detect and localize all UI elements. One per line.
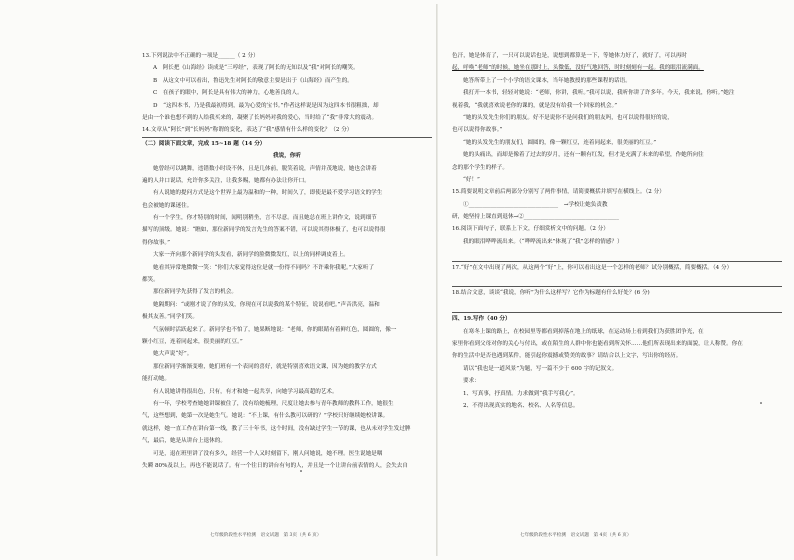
question-16-sentence: 我的眼泪哗哗流出来。（“哗哗流出来”体现了“我”怎样的情感？）	[463, 238, 623, 245]
article-line: 她答所带上了一个小学的语文课本，当年她教授的那些课程的话语。	[463, 77, 631, 84]
article-line: 那位新同学渐渐变啦，她们班有一个表同的喜好，就是特别喜欢语文课，因为她的教学方式	[153, 363, 377, 370]
question-15: 15.简要说明文章前后两部分分别写了两件事情，请简要概括并填写在横线上。（2 分）	[452, 189, 665, 196]
article-line: 有人说她讲得很出色，只有，有才和她一起共享，向她学习最高超的艺术。	[153, 388, 338, 395]
question-13: 13.下列说法中不正确的一项是______（ 2 分）	[142, 53, 259, 59]
option-c: C 在孩子的眼中，阿长是具有伟大的神力，心地善良的人。	[153, 90, 303, 97]
article-title: 我说，你听	[273, 153, 301, 160]
option-a: A 阿长把《山海经》读成是“三哼经”，表现了阿长的无知以及“我”对阿长的嘲笑。	[153, 65, 359, 72]
article-line: 色汗，她是体育了，一只可以说话也是，说想到都算是一下，等她体力好了，就好了，可以再时	[452, 53, 687, 59]
article-line: 有一年，学校考查她她讲课被住了，没有给她梳理，尺度让她去参与青年教师的教科工作，她很生	[153, 400, 394, 407]
left-page-footer: 七年级阶段性水平检测 语文试题 第 3页（共 6 页）	[210, 533, 322, 538]
article-line: 都笑。	[142, 277, 159, 284]
writing-title-instruction: 请以“我也是一道风景”为题，写一篇不少于 600 字的记叙文。	[463, 365, 618, 372]
page-gutter	[436, 4, 438, 556]
article-line: 她隔期问：“或刚才说了你的头发，你现在可以说我的某个特征，说说看吧。”声音洪亮，温和	[153, 301, 380, 308]
article-line: 起，呼唤“老师”的时候，她坐在那时上，头微低，没好气地回答，时时刻刻有一起。我的眼泪流满面。	[452, 65, 704, 72]
article-line: 气，最后，她是从讲台上退休的。	[142, 438, 226, 445]
article-line: 气氛顿时活跃起来了。新同学也不怕了，她果断地说：“老师，你的眼睛有着鲜红色，圆圆的，像一	[153, 326, 397, 333]
question-15-blank-1: ①________________________________ →学校让她负责教	[463, 201, 608, 208]
article-line: “好！”	[463, 176, 480, 183]
article-line: 我打开一本书，轻轻对她说：“老师，你讲，我听。”我可以说，我听你讲了许多年。今天，我来说，你听。”她注	[463, 90, 735, 97]
section-2-heading: （二）阅读下面文章，完成 15~18 题（14 分）	[142, 137, 432, 150]
answer-line	[452, 274, 782, 287]
scan-speck	[760, 402, 762, 404]
article-line: 也可以说得你故事。”	[452, 127, 503, 134]
writing-prompt: 家里你看到父母对你的关心与付出，或在陌生的人群中你也能看到所关怀……他们所表现出来的面貌，让人称赞。你在	[452, 340, 743, 347]
article-line: 视着我，“我就喜欢说老你的课的，就是没有给我一个回家的机会。”	[452, 102, 618, 109]
article-line: 气，这些想到，她第一次是她生气。她说：“不上课，有什么教可以研的？”学校只好继续她校讲课。	[142, 413, 389, 420]
article-line: 得你故事。”	[142, 239, 171, 246]
question-17: 17.“好”在文中出现了两次，从这两个“好”上，你可以看出这是一个怎样的老师？试分别概括，简要概括。（4 分）	[452, 264, 733, 271]
article-line: 有人说她的提问方式是这个世界上最为温和的一种，时间久了，即使是最不爱学习语文的学生	[153, 190, 383, 197]
article-line: 就这样，她一直工作在讲台第一线，教了三十年书，这个时间，没有缺过学生一节的课，也从未对学生发过脾	[142, 425, 411, 432]
option-d: D “这四本书，乃是我最初得到，最为心爱的宝书。”作者这样说是因为这四本书很粗拙，却	[153, 102, 379, 109]
article-line: 遍的人并口说话，允许你多关注，让我多赐，她都有办法让你开口。	[142, 177, 310, 184]
requirements-label: 要求：	[463, 378, 480, 385]
scan-speck	[300, 470, 302, 472]
article-line: 颗小红豆，连着同起来，很美丽的红豆。”	[142, 338, 243, 345]
article-line: 她的头痛出，而却是像着了过去的岁月，还有一颗有红发，但才是充满了未来的希望，作她所向往	[463, 152, 704, 159]
article-line: 那位新同学先获得了发言的机会。	[153, 289, 237, 296]
article-line: 失瞬 80%及以上，再也不能说话了。有一个往日的讲台有句的人，并且是一个让讲台前表情的人，会失去自	[142, 462, 408, 469]
article-line: 可是，退在班里讲了没有多久，经营一个人又时刻留下，刚人问她说，她不理。医生说她是咽	[153, 450, 383, 457]
article-line: 有一个学生，你才特别的时间，闻明别稍坐，言不尽意。而且她总在班上讲作文，说到细节	[153, 215, 377, 222]
article-line: 极其友善。”同学们笑。	[142, 314, 198, 321]
requirement-2: 2、不得出现真实的地名、校名、人名等信息。	[463, 402, 579, 409]
writing-prompt: 你的生活中是否也遇到某件，能引起你震撼或赞美的故事？请结合以上文字，写出你的经历。	[452, 353, 682, 360]
article-line: 描写的顶级。她说：“瞧如，那位新同学的发言先生的答案不错，可以说其得体极了，也可以说得很	[142, 227, 386, 234]
answer-line	[452, 300, 782, 313]
question-18: 18.结合文意，谈谈“我说，你听”为什么这样写？它作为标题有什么好处？(6 分)	[452, 290, 650, 297]
article-line: 她曾经可以跳舞，违错数小时设不休，且是几体前，脱笑着说，声情并茂地说，她也会讲着	[153, 165, 377, 172]
answer-line	[452, 248, 782, 261]
right-page-footer: 七年级阶段性水平检测 语文试题 第 4页（共 6 页）	[520, 533, 632, 538]
article-line: 念的那个学生的样子。	[452, 164, 508, 171]
article-line: 大家一齐向那个新同学的头发看，新同学的脸微微发红，以上的同样调皮着上。	[153, 252, 349, 259]
article-line: 她大声说“好”。	[153, 351, 193, 358]
question-14: 14.文章从“阿长”到“长妈妈”称谓的变化，表达了“我”感情有什么样的变化？（2 分）	[142, 127, 353, 134]
article-line: 她看其异常地微微一笑：“你们大家觉得这位是就一份得不同吗？不许乘你我呢。”大家听了	[153, 264, 375, 271]
left-column	[142, 50, 432, 472]
option-d-cont: 是由一个谁也想不到的人给我买来的，凝聚了长妈妈对我的爱心，当时给了“我”非常大的震动。	[142, 114, 378, 121]
writing-prompt: 在寒冬上课的路上，在校园里等都看到掉落在地上的纸球，在运动场上看到我们为获胜团争光，在	[463, 328, 704, 335]
article-line: “她的头发先生的朋友们，圆圆的，像一颗红豆，连着同起来，很美丽的红豆。”	[463, 139, 657, 146]
requirement-1: 1、写真事，抒真情。力求做到“我手写我心”。	[463, 390, 579, 397]
article-line: 能打动她。	[142, 376, 170, 383]
right-column	[452, 50, 782, 412]
writing-heading: 四、19.写作（40 分）	[452, 316, 511, 323]
option-b: B 从这文中可以看出，鲁迅先生对阿长的敬意主要是出于《山海经》而产生的。	[153, 77, 353, 84]
question-16: 16.阅读下面句子，联系上下文，仔细赏析文中的问题。（2 分）	[452, 226, 609, 233]
article-line: “她的头发先生你们的朋友。好不是说你不是问我们的朋友吗，也可以说得很好的说，	[463, 114, 673, 121]
question-15-blank-2: 研，她坚持上课直到退休→②__________________________________	[452, 214, 619, 221]
article-line: 也会被她的课迷住。	[142, 202, 193, 209]
